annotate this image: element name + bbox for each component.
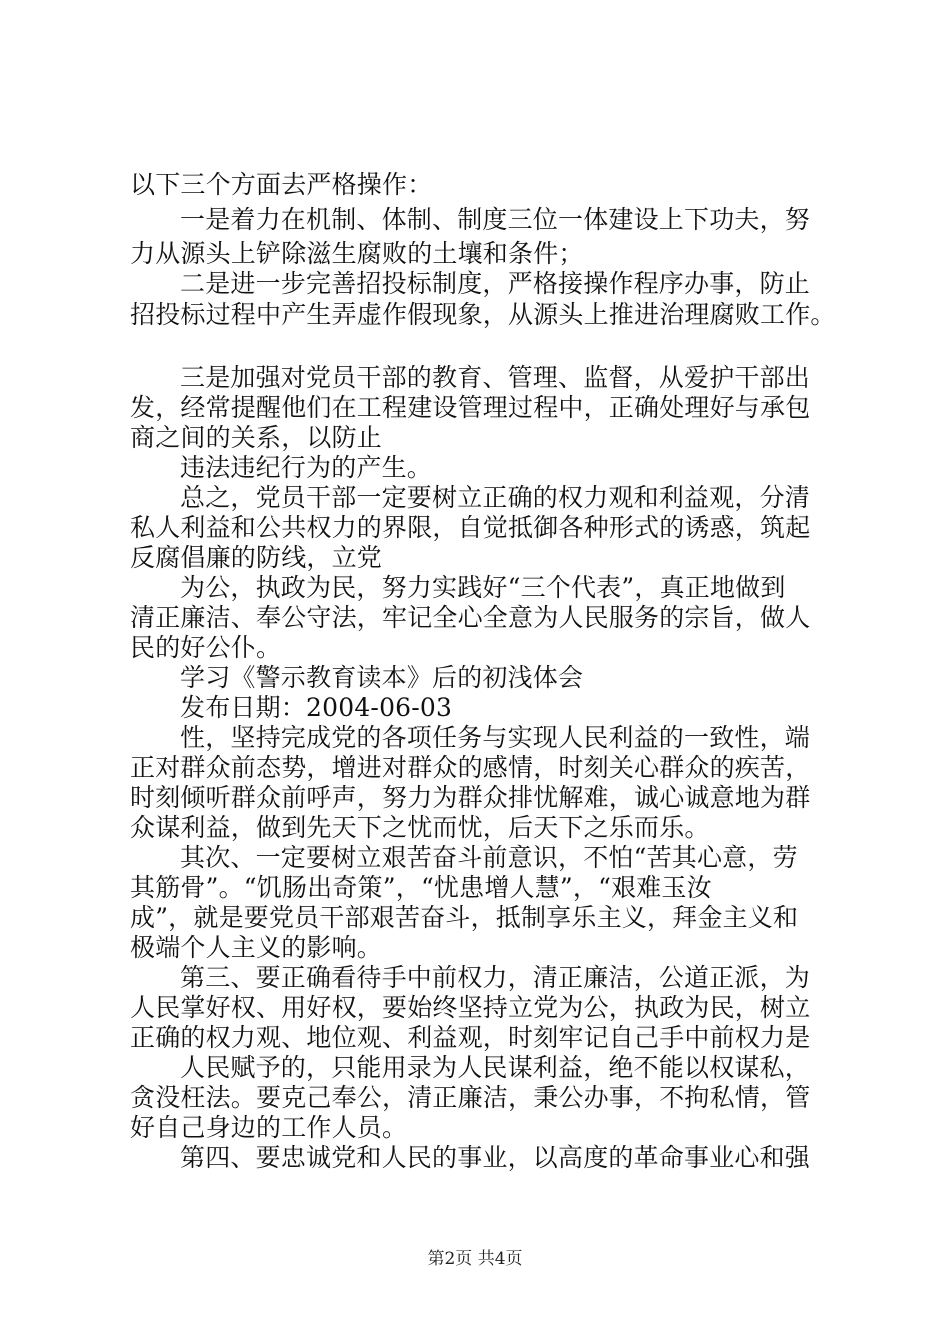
text-line: 好自己身边的工作人员。 [130,1113,408,1142]
text-line: 民的好公仆。 [130,633,282,662]
text-line: 发，经常提醒他们在工程建设管理过程中，正确处理好与承包 [130,393,811,422]
text-line: 为公，执政为民，努力实践好“三个代表”，真正地做到 [180,573,786,602]
text-line: 一是着力在机制、体制、制度三位一体建设上下功夫，努 [180,205,811,234]
text-line: 力从源头上铲除滋生腐败的土壤和条件； [130,239,584,268]
text-line: 商之间的关系，以防止 [130,423,383,452]
text-line: 性，坚持完成党的各项任务与实现人民利益的一致性，端 [180,723,811,752]
text-line: 极端个人主义的影响。 [130,933,383,962]
text-line: 人民赋予的，只能用录为人民谋利益，绝不能以权谋私， [180,1053,811,1082]
article-title: 学习《警示教育读本》后的初浅体会 [180,663,584,692]
text-line: 总之，党员干部一定要树立正确的权力观和利益观，分清 [180,483,811,512]
text-line: 第三、要正确看待手中前权力，清正廉洁，公道正派，为 [180,963,811,992]
text-line: 私人利益和公共权力的界限，自觉抵御各种形式的诱惑，筑起 [130,513,811,542]
text-line: 其次、一定要树立艰苦奋斗前意识，不怕“苦其心意，劳 [180,843,798,872]
text-line: 二是进一步完善招投标制度，严格接操作程序办事，防止 [180,269,811,298]
text-line: 正确的权力观、地位观、利益观，时刻牢记自己手中前权力是 [130,1023,811,1052]
text-line: 以下三个方面去严格操作： [130,170,433,199]
text-line: 三是加强对党员干部的教育、管理、监督，从爱护干部出 [180,363,811,392]
text-line: 成”，就是要党员干部艰苦奋斗，抵制享乐主义，拜金主义和 [130,903,799,932]
text-line: 清正廉洁、奉公守法，牢记全心全意为人民服务的宗旨，做人 [130,603,811,632]
text-line: 反腐倡廉的防线，立党 [130,543,383,572]
text-line: 贪没枉法。要克己奉公，清正廉洁，秉公办事，不拘私情，管 [130,1083,811,1112]
text-line: 招投标过程中产生弄虚作假现象，从源头上推进治理腐败工作。 [130,300,836,329]
text-line: 第四、要忠诚党和人民的事业，以高度的革命事业心和强 [180,1143,811,1172]
publish-date: 发布日期：2004-06-03 [180,693,453,722]
text-line: 正对群众前态势，增进对群众的感情，时刻关心群众的疾苦， [130,753,811,782]
text-line: 其筋骨”。“饥肠出奇策”，“忧患增人慧”，“艰难玉汝 [130,873,712,902]
text-line: 时刻倾听群众前呼声，努力为群众排忧解难，诚心诚意地为群 [130,783,811,812]
text-line: 人民掌好权、用好权，要始终坚持立党为公，执政为民，树立 [130,993,811,1022]
page-footer: 第2页 共4页 [427,1249,523,1269]
text-line: 众谋利益，做到先天下之忧而忧，后天下之乐而乐。 [130,813,710,842]
text-line: 违法违纪行为的产生。 [180,453,433,482]
